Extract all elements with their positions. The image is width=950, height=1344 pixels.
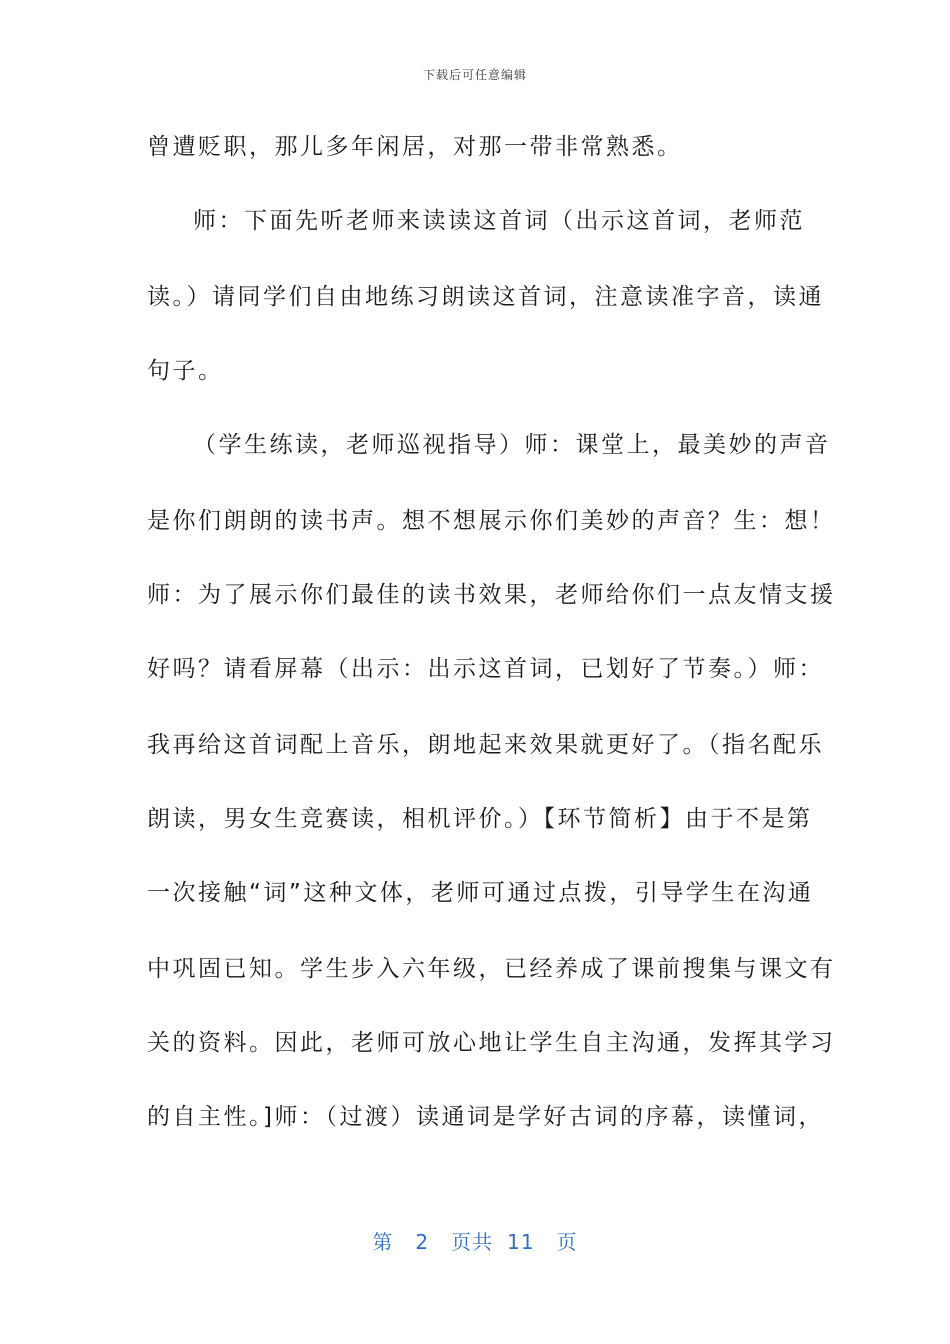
text-line: 是你们朗朗的读书声。想不想展示你们美妙的声音？生：想！ [147,508,836,534]
text-line: 好吗？请看屏幕（出示：出示这首词，已划好了节奏。）师： [147,656,824,682]
text-line: 师：为了展示你们最佳的读书效果，老师给你们一点友情支援 [147,582,836,608]
page-suffix: 页 [556,1230,578,1254]
text-line: 中巩固已知。学生步入六年级，已经养成了课前搜集与课文有 [147,956,836,982]
text-line: 一次接触“词”这种文体，老师可通过点拨，引导学生在沟通 [147,880,814,906]
text-line: （学生练读，老师巡视指导）师：课堂上，最美妙的声音 [193,432,831,458]
page-footer [0,1226,950,1255]
text-line: 朗读，男女生竞赛读，相机评价。）【环节简析】由于不是第 [147,806,813,832]
page-prefix: 第 [372,1230,394,1254]
page-number: 2 [415,1230,430,1254]
text-line: 读。）请同学们自由地练习朗读这首词，注意读准字音，读通 [147,284,824,310]
text-line: 师：下面先听老师来读读这首词（出示这首词，老师范 [193,208,805,234]
page-header: 下载后可任意编辑 [422,68,527,82]
text-line: 的自主性。]师：（过渡）读通词是学好古词的序幕，读懂词， [147,1104,824,1130]
text-line: 曾遭贬职，那儿多年闲居，对那一带非常熟悉。 [147,134,683,160]
text-line: 句子。 [147,358,224,384]
page-total: 11 [507,1230,535,1254]
text-line: 我再给这首词配上音乐，朗地起来效果就更好了。（指名配乐 [147,732,824,758]
text-line: 关的资料。因此，老师可放心地让学生自主沟通，发挥其学习 [147,1030,836,1056]
page-middle: 页共 [451,1230,494,1254]
